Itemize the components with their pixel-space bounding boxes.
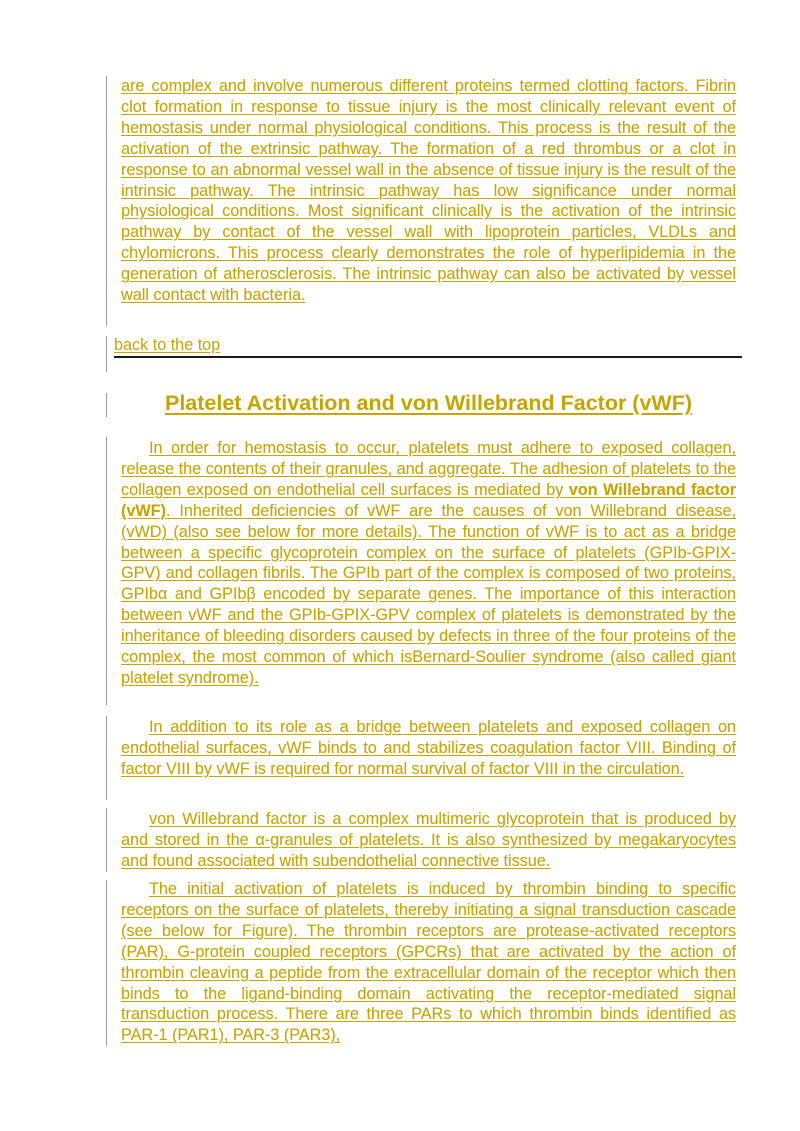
para1-block bbox=[121, 438, 736, 689]
change-bar bbox=[106, 336, 107, 372]
section-heading: Platelet Activation and von Willebrand Factor (vWF) bbox=[164, 391, 692, 415]
para3-block bbox=[121, 809, 736, 872]
paragraph-thrombin-activation: The initial activation of platelets is induced by thrombin binding to specific receptors on the surface of platelets, thereby initiating a signal transduction cascade (see below for Figure). The thrombin receptors are protease-activated receptors (PAR), G-protein coupled receptors (GPCRs) that are activated by the action of thrombin cleaving a peptide from the extracellular domain of the receptor which then binds to the ligand-binding domain activating the receptor-mediated signal transduction process. There are three PARs to which thrombin binds identified as PAR-1 (PAR1), PAR-3 (PAR3), bbox=[121, 880, 736, 1045]
back-to-top-row bbox=[114, 335, 742, 358]
paragraph-factor-viii: In addition to its role as a bridge between platelets and exposed collagen on endothelial surfaces, vWF binds to and stabilizes coagulation factor VIII. Binding of factor VIII by vWF is required for normal survival of factor VIII in the circulation. bbox=[121, 718, 736, 778]
para1-text-start: In order for hemostasis to occur, platelets must adhere to exposed collagen, release the contents of their granules, and aggregate. The adhesion of platelets to the collagen exposed on endothelial cell surfaces is mediated by bbox=[121, 439, 736, 499]
paragraph-vwf-glycoprotein: von Willebrand factor is a complex multimeric glycoprotein that is produced by and stored in the α-granules of platelets. It is also synthesized by megakaryocytes and found associated with subendothelial connective tissue. bbox=[121, 810, 736, 870]
paragraph-vwf-adhesion bbox=[121, 438, 736, 689]
para4-block bbox=[121, 879, 736, 1046]
change-bar bbox=[106, 393, 107, 417]
change-bar bbox=[106, 437, 107, 705]
para1-text-end: . Inherited deficiencies of vWF are the causes of von Willebrand disease, (vWD) (also see below for more details). The function of vWF is to act as a bridge between a specific glycoprotein complex on the surface of platelets (GPIb-GPIX-GPV) and collagen fibrils. The GPIb part of the complex is composed of two proteins, GPIbα and GPIbβ encoded by separate genes. The importance of this interaction between vWF and the GPIb-GPIX-GPV complex of platelets is demonstrated by the inheritance of bleeding disorders caused by defects in three of the four proteins of the complex, the most common of which isBernard-Soulier syndrome (also called giant platelet syndrome). bbox=[121, 501, 736, 687]
intro-block bbox=[121, 76, 736, 306]
change-bar bbox=[106, 808, 107, 872]
change-bar bbox=[106, 76, 107, 326]
intro-paragraph: are complex and involve numerous different proteins termed clotting factors. Fibrin clot formation in response to tissue injury is the most clinically relevant event of hemostasis under normal physiological conditions. This process is the result of the activation of the extrinsic pathway. The formation of a red thrombus or a clot in response to an abnormal vessel wall in the absence of tissue injury is the result of the intrinsic pathway. The intrinsic pathway has low significance under normal physiological conditions. Most significant clinically is the activation of the intrinsic pathway by contact of the vessel wall with lipoprotein particles, VLDLs and chylomicrons. This process clearly demonstrates the role of hyperlipidemia in the generation of atherosclerosis. The intrinsic pathway can also be activated by vessel wall contact with bacteria. bbox=[121, 77, 736, 305]
back-to-top-link[interactable]: back to the top bbox=[114, 336, 221, 354]
para2-block bbox=[121, 717, 736, 780]
change-bar bbox=[106, 716, 107, 800]
change-bar bbox=[106, 880, 107, 1046]
vwf-term: von Willebrand factor (vWF) bbox=[121, 480, 736, 520]
